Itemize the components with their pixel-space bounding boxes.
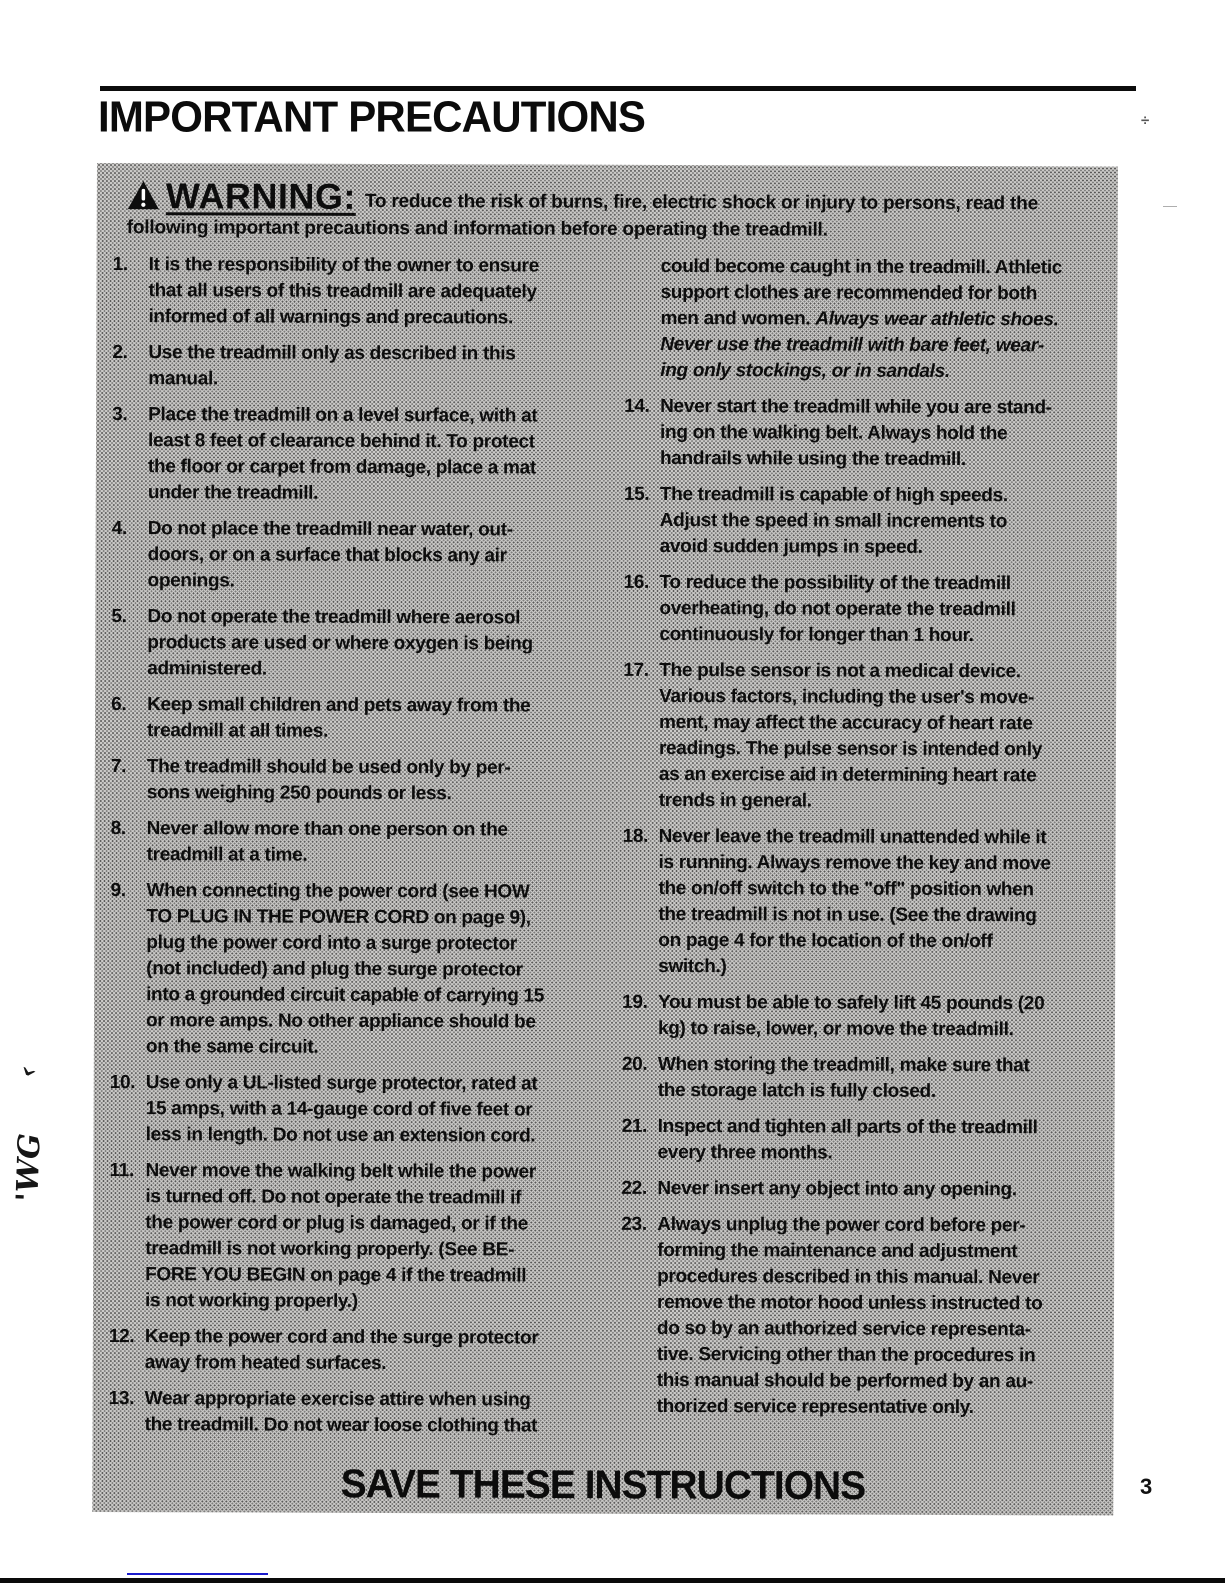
bottom-blue-line [127,1573,268,1575]
precaution-number: 16. [623,571,650,593]
precaution-item [111,516,599,596]
precaution-text: Keep the power cord and the surge protector away from heated surfaces. [144,1326,539,1374]
precaution-text: Never move the walking belt while the power is turned off. Do not operate the treadmill if the power cord or plug is damaged, or if the treadmill is not working properly. (See BE- FORE YOU BEGIN on page 4 if the treadmill is not working properly.) [144,1160,536,1312]
precaution-text: Wear appropriate exercise attire when using the treadmill. Do not wear loose clothing that [144,1388,538,1437]
margin-dash-mark: — [1163,197,1175,213]
precaution-item [622,1114,1110,1168]
precaution-number: 18. [622,825,649,847]
precaution-text-italic: Always wear athletic shoes. Never use the treadmill with bare feet, wear- ing only stockings, or in sandals. [660,308,1059,382]
precaution-number: 21. [621,1115,648,1137]
precaution-number: 11. [109,1159,134,1182]
precaution-text: Never start the treadmill while you are stand- ing on the walking belt. Always hold the handrails while using the treadmill. [659,395,1052,470]
precaution-number: 17. [623,659,649,681]
warning-box [92,163,1118,1516]
bottom-edge-rule [0,1578,1225,1583]
margin-smudge-mark: ÷ [1141,112,1150,129]
precaution-text: The treadmill should be used only by per- sons weighing 250 pounds or less. [146,756,511,805]
precaution-number: 20. [621,1053,648,1075]
precaution-text: The pulse sensor is not a medical device. Various factors, including the user's move- ment, may affect the accuracy of heart rate readings. The pulse sensor is intended only as an exercise aid in determining heart rate trends in general. [658,659,1043,812]
precaution-number: 5. [111,605,127,627]
precaution-item [110,1070,598,1150]
warning-word: WARNING: [165,175,356,217]
precaution-item [624,482,1112,562]
precaution-item [111,816,599,870]
precaution-text: Do not operate the treadmill where aerosol products are used or where oxygen is being administered. [147,606,533,680]
precaution-number: 9. [110,879,126,901]
precaution-text: could become caught in the treadmill. Athletic support clothes are recommended for both men and women. [660,255,1063,330]
precaution-number: 23. [621,1213,647,1235]
precaution-item [111,754,599,808]
precaution-item [621,1212,1110,1422]
save-instructions-heading: SAVE THESE INSTRUCTIONS [340,1462,866,1509]
handwritten-margin-tick: › [12,1061,47,1084]
precautions-column-left [109,252,601,1450]
handwritten-margin-note: 'WG [10,1132,48,1203]
precaution-text: Do not place the treadmill near water, out- doors, or on a surface that blocks any air openings. [147,518,513,592]
precaution-item [622,1052,1110,1106]
page-title: IMPORTANT PRECAUTIONS [98,92,646,141]
precaution-item [112,402,600,508]
precaution-item [110,878,599,1062]
precaution-item [109,1158,598,1316]
precaution-text: Never leave the treadmill unattended while it is running. Always remove the key and move the on/off switch to the "off" position when the treadmill is not in use. (See the drawing on page 4 for the location of the on/off switch.) [658,825,1051,978]
precaution-text: Always unplug the power cord before per- forming the maintenance and adjustment procedures described in this manual. Never remove the motor hood unless instructed to do so by an authorized service representa- tive. Servicing other than the procedures in this manual should be performed by an au- thorized service representative only. [656,1213,1043,1418]
precaution-item [622,990,1110,1044]
precaution-item [111,692,599,746]
precaution-item [624,254,1112,386]
precaution-number: 2. [112,341,128,363]
precaution-text: Inspect and tighten all parts of the treadmill every three months. [657,1115,1038,1164]
precaution-text: The treadmill is capable of high speeds. Adjust the speed in small increments to avoid sudden jumps in speed. [659,483,1008,558]
precautions-column-right [621,254,1113,1452]
precaution-text: You must be able to safely lift 45 pounds (20 kg) to raise, lower, or move the treadmill. [657,991,1045,1041]
precaution-number: 10. [109,1071,136,1094]
precaution-text: Never allow more than one person on the treadmill at a time. [146,818,508,866]
precaution-text: To reduce the possibility of the treadmill overheating, do not operate the treadmill continuously for longer than 1 hour. [659,571,1016,646]
precaution-text: Use only a UL-listed surge protector, rated at 15 amps, with a 14-gauge cord of five feet or less in length. Do not use an extension cord. [145,1072,538,1147]
precaution-item [623,570,1111,650]
warning-heading [113,175,1102,243]
precaution-number: 13. [108,1387,135,1410]
warning-triangle-icon [127,180,160,210]
precaution-item [624,394,1112,474]
precaution-item [109,1386,597,1440]
precaution-text: Never insert any object into any opening. [657,1177,1017,1201]
precaution-text: It is the responsibility of the owner to ensure that all users of this treadmill are adequately informed of all warnings and precautions. [148,254,539,329]
precaution-item [622,824,1111,982]
warning-intro-text: To reduce the risk of burns, fire, electric shock or injury to persons, read the following important precautions and information before operating the treadmill. [126,190,1038,242]
precaution-number: 3. [112,403,128,425]
precaution-columns [109,252,1102,1451]
precaution-number: 4. [111,517,128,539]
precaution-text: Place the treadmill on a level surface, with at least 8 feet of clearance behind it. To protect the floor or carpet from damage, place a mat under the treadmill. [147,404,538,504]
precaution-number: 8. [110,817,126,839]
precaution-number [624,254,660,384]
precaution-number: 22. [621,1177,647,1199]
precaution-number: 14. [624,395,650,417]
precaution-number: 6. [111,693,127,715]
precaution-item [112,252,600,332]
precaution-text: Keep small children and pets away from the treadmill at all times. [146,694,531,742]
title-rule [100,86,1136,91]
precaution-item [621,1176,1109,1204]
precaution-text: When connecting the power cord (see HOW TO PLUG IN THE POWER CORD on page 9), plug the power cord into a surge protector (not included) and plug the surge protector into a grounded circuit capable of carrying 15 or more amps. No other appliance should be on the same circuit. [145,880,545,1058]
precaution-number: 1. [112,253,128,275]
precaution-number: 15. [623,483,650,505]
precaution-item [111,604,599,684]
precaution-item [109,1324,597,1378]
precaution-text: When storing the treadmill, make sure that the storage latch is fully closed. [657,1053,1030,1102]
precaution-item [112,340,600,394]
precaution-number: 19. [622,991,648,1013]
precaution-text: Use the treadmill only as described in this manual. [148,342,516,390]
precaution-item [623,658,1112,816]
precaution-number: 12. [108,1325,135,1348]
page-number: 3 [1140,1474,1153,1499]
precaution-number: 7. [110,755,127,777]
